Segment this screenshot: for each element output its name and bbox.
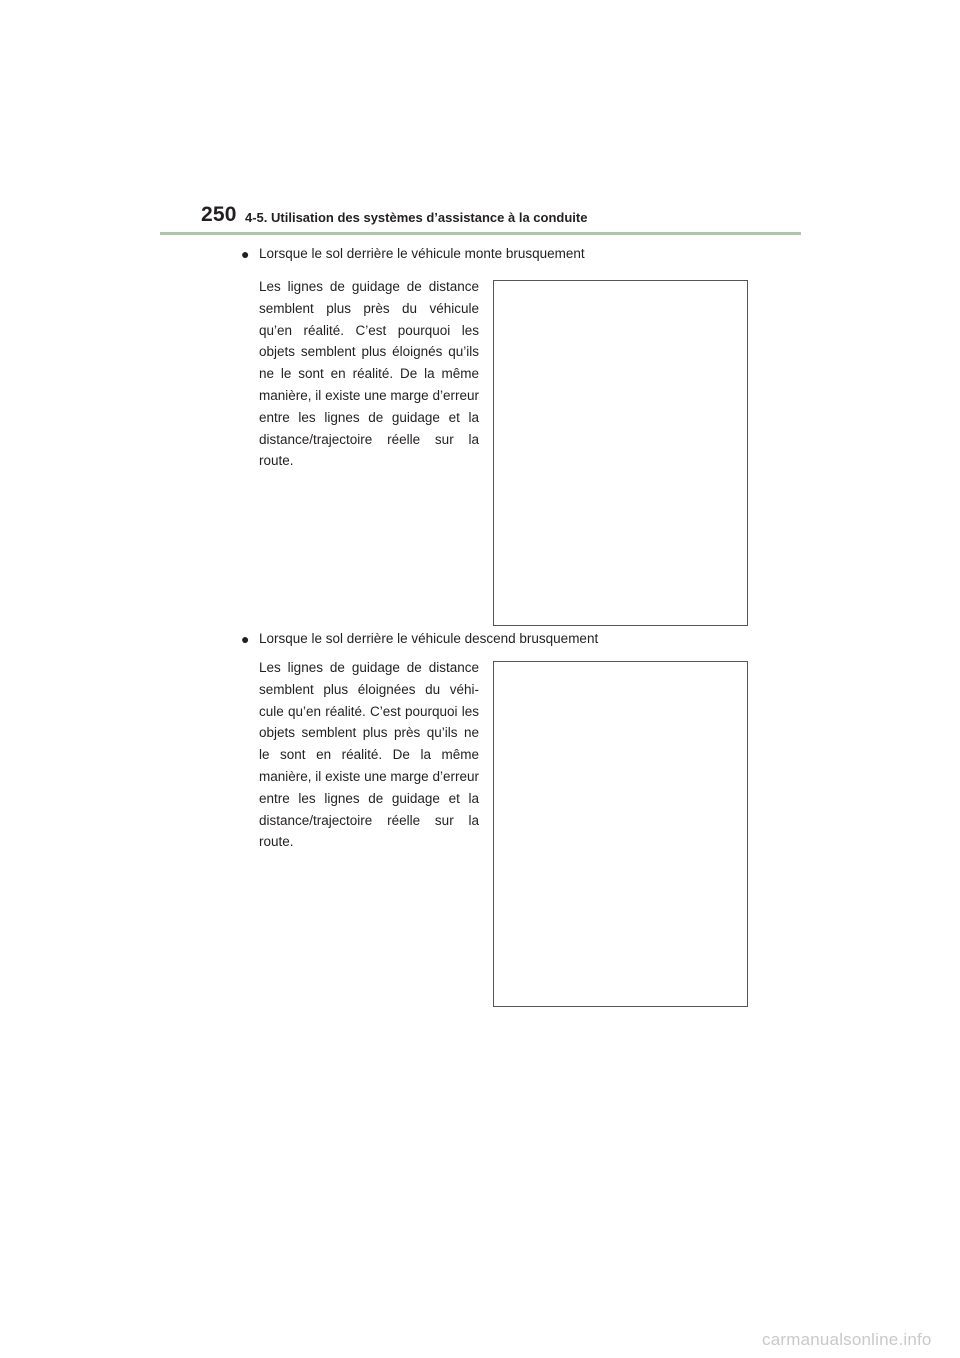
paragraph-uphill: Les lignes de guidage de distance semblent plus près du véhicule qu’en réalité. C’est pourquoi les objets semblent plus éloignés qu’ils ne le sont en réalité. De la même manière, il existe une marge d’erreur entre les lignes de guidage et la distance/trajectoire réelle sur la route. xyxy=(259,279,479,469)
page-number: 250 xyxy=(201,203,237,226)
section-heading-uphill: Lorsque le sol derrière le véhicule monte brusquement xyxy=(259,246,585,261)
section-header-title: 4-5. Utilisation des systèmes d’assistance à la conduite xyxy=(245,210,588,225)
watermark: carmanualsonline.info xyxy=(762,1330,932,1349)
figure-downhill-illustration xyxy=(493,661,748,1007)
section-heading-downhill: Lorsque le sol derrière le véhicule descend brusquement xyxy=(259,631,599,646)
figure-uphill-illustration xyxy=(493,280,748,626)
bullet-icon: ● xyxy=(241,631,250,647)
bullet-icon: ● xyxy=(241,246,250,262)
paragraph-downhill: Les lignes de guidage de distance semblent plus éloignées du véhi-cule qu’en réalité. C’est pourquoi les objets semblent plus près qu’ils ne le sont en réalité. De la même manière, il existe une marge d’erreur entre les lignes de guidage et la distance/trajectoire réelle sur la route. xyxy=(259,660,479,850)
header-divider xyxy=(160,232,801,235)
